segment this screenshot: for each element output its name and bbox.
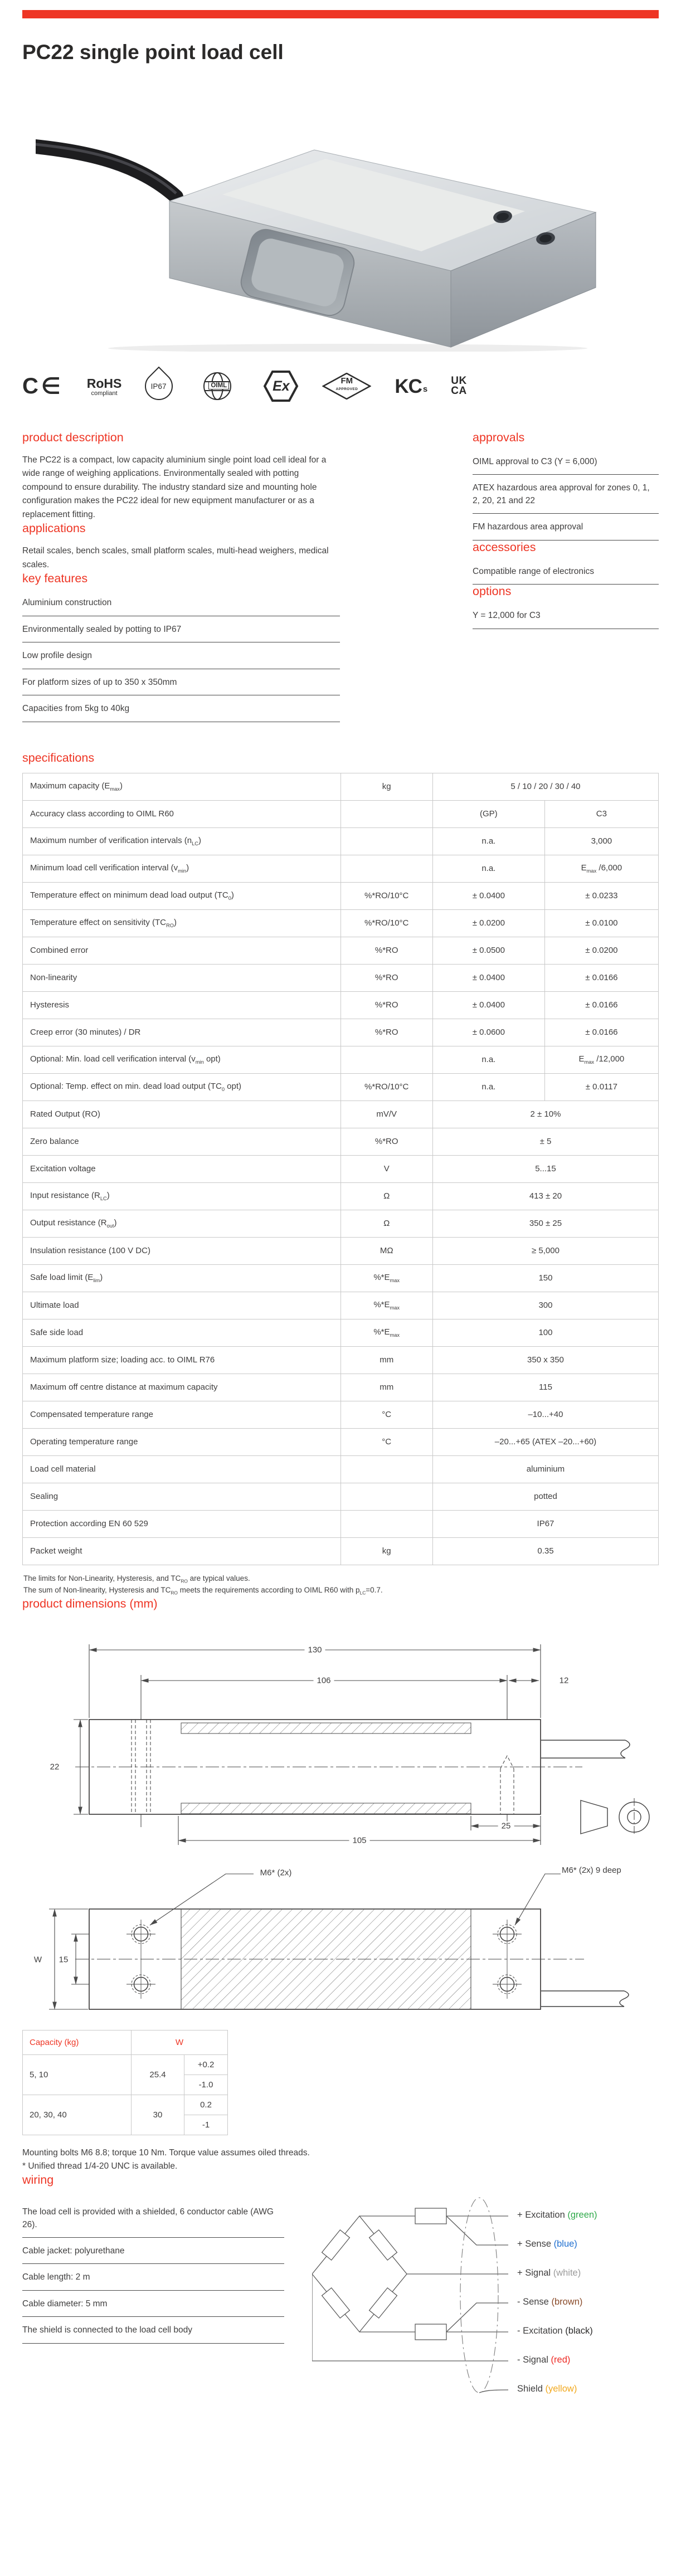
spec-parameter: Safe side load bbox=[23, 1319, 341, 1346]
spec-value-c3: 3,000 bbox=[544, 827, 658, 855]
mounting-note-1: Mounting bolts M6 8.8; torque 10 Nm. Torque value assumes oiled threads. bbox=[22, 2148, 310, 2158]
label-thread-right: M6* (2x) 9 deep bbox=[562, 1865, 628, 1876]
spec-value-gp: ± 0.0400 bbox=[432, 991, 544, 1019]
spec-unit bbox=[340, 1455, 432, 1483]
spec-unit: %*RO bbox=[340, 964, 432, 991]
product-photo bbox=[36, 129, 615, 352]
ce-mark-icon bbox=[22, 373, 64, 399]
capacity-row bbox=[23, 2095, 228, 2115]
spec-value: 5...15 bbox=[432, 1155, 658, 1182]
spec-row bbox=[23, 1483, 659, 1510]
section-heading-dimensions: product dimensions (mm) bbox=[22, 1597, 158, 1611]
width-cell: 25.4 bbox=[132, 2055, 184, 2095]
spec-unit: %*RO bbox=[340, 1128, 432, 1155]
spec-value: 5 / 10 / 20 / 30 / 40 bbox=[432, 773, 658, 800]
wiring-info-item: Cable diameter: 5 mm bbox=[22, 2291, 284, 2317]
spec-value-c3: ± 0.0166 bbox=[544, 991, 658, 1019]
spec-parameter: Protection according EN 60 529 bbox=[23, 1510, 341, 1537]
spec-value-c3: ± 0.0233 bbox=[544, 882, 658, 909]
wire-label bbox=[517, 2326, 593, 2336]
spec-value: ≥ 5,000 bbox=[432, 1237, 658, 1264]
left-column bbox=[22, 431, 340, 722]
spec-unit bbox=[340, 855, 432, 882]
wiring-info-list bbox=[22, 2199, 284, 2418]
width-cell: 30 bbox=[132, 2095, 184, 2135]
spec-unit bbox=[340, 1483, 432, 1510]
spec-value-c3: $E_{max}$ /12,000 bbox=[544, 1046, 658, 1073]
mounting-note-2: * Unified thread 1/4-20 UNC is available. bbox=[22, 2161, 178, 2171]
spec-parameter: Temperature effect on sensitivity $(TC_{RO})$ bbox=[23, 909, 341, 937]
capacity-cell: 5, 10 bbox=[23, 2055, 132, 2095]
page-title: PC22 single point load cell bbox=[22, 41, 284, 64]
oiml-globe-icon bbox=[196, 371, 240, 402]
spec-row bbox=[23, 1237, 659, 1264]
top-view-drawing bbox=[22, 1862, 659, 2023]
spec-unit bbox=[340, 827, 432, 855]
spec-parameter: Zero balance bbox=[23, 1128, 341, 1155]
side-view-drawing bbox=[22, 1622, 659, 1862]
approvals-list bbox=[473, 449, 659, 540]
spec-unit: %*RO/10°C bbox=[340, 882, 432, 909]
option-item: Y = 12,000 for C3 bbox=[473, 602, 659, 629]
spec-unit: %*RO bbox=[340, 937, 432, 964]
spec-row bbox=[23, 1100, 659, 1128]
side-view-svg bbox=[22, 1622, 659, 1862]
rohs-subtext: compliant bbox=[91, 389, 118, 397]
spec-row bbox=[23, 1046, 659, 1073]
wire-label bbox=[517, 2355, 570, 2365]
spec-parameter: Excitation voltage bbox=[23, 1155, 341, 1182]
spec-row bbox=[23, 964, 659, 991]
spec-parameter: Safe load limit $(E_{lim})$ bbox=[23, 1264, 341, 1292]
spec-value-c3: ± 0.0166 bbox=[544, 1019, 658, 1046]
spec-row bbox=[23, 1319, 659, 1346]
spec-unit: mm bbox=[340, 1374, 432, 1401]
certification-badges bbox=[22, 365, 659, 407]
spec-unit: V bbox=[340, 1155, 432, 1182]
wire-function: - Sense bbox=[517, 2297, 549, 2307]
spec-row bbox=[23, 991, 659, 1019]
spec-value: ± 5 bbox=[432, 1128, 658, 1155]
top-accent-bar bbox=[22, 10, 659, 18]
wire-function: - Signal bbox=[517, 2355, 548, 2365]
spec-value-gp: n.a. bbox=[432, 1073, 544, 1100]
oiml-text: OIML bbox=[208, 382, 229, 389]
spec-value-gp: n.a. bbox=[432, 855, 544, 882]
spec-value-c3: C3 bbox=[544, 800, 658, 827]
atex-ex-icon bbox=[263, 370, 299, 402]
wiring-info-item: The load cell is provided with a shielded, 6 conductor cable (AWG 26). bbox=[22, 2199, 284, 2238]
dim-width: W bbox=[33, 1955, 42, 1965]
spec-value: 350 ± 25 bbox=[432, 1210, 658, 1237]
fm-approved-text: APPROVED bbox=[335, 387, 358, 391]
wire-label bbox=[517, 2297, 582, 2307]
spec-value: IP67 bbox=[432, 1510, 658, 1537]
spec-parameter: Combined error bbox=[23, 937, 341, 964]
label-thread-left: M6* (2x) bbox=[257, 1868, 295, 1878]
spec-unit: $\%*E_{max}$ bbox=[340, 1264, 432, 1292]
spec-parameter: Load cell material bbox=[23, 1455, 341, 1483]
product-description-text: The PC22 is a compact, low capacity aluminium single point load cell ideal for a wide range of weighing applications. Environmentally sealed with potting compound to ensure durability. The industry standard size and mounting hole configuration makes the PC22 ideal for new equipment manufacturer or as a replacement fitting. bbox=[22, 455, 327, 519]
approval-item: ATEX hazardous area approval for zones 0, 1, 2, 20, 21 and 22 bbox=[473, 475, 659, 514]
spec-value: –20...+65 (ATEX –20...+60) bbox=[432, 1428, 658, 1455]
spec-unit bbox=[340, 800, 432, 827]
ukca-line1: UK bbox=[451, 374, 467, 387]
tolerance-upper: +0.2 bbox=[184, 2055, 228, 2075]
approval-item: OIML approval to C3 (Y = 6,000) bbox=[473, 449, 659, 475]
dim-overall-length: 130 bbox=[304, 1645, 325, 1655]
dim-hole-pitch: 15 bbox=[56, 1955, 72, 1965]
section-heading-accessories: accessories bbox=[473, 540, 536, 554]
ip67-text: IP67 bbox=[151, 382, 167, 391]
spec-row bbox=[23, 1073, 659, 1100]
dim-hole-span: 106 bbox=[313, 1676, 334, 1686]
spec-unit: Ω bbox=[340, 1210, 432, 1237]
spec-value-c3: ± 0.0100 bbox=[544, 909, 658, 937]
spec-value-gp: ± 0.0400 bbox=[432, 964, 544, 991]
spec-value-c3: $E_{max}$ /6,000 bbox=[544, 855, 658, 882]
spec-parameter: Temperature effect on minimum dead load output $(TC_0)$ bbox=[23, 882, 341, 909]
rohs-text: RoHS bbox=[86, 376, 122, 391]
spec-row bbox=[23, 1401, 659, 1428]
kc-mark-icon bbox=[395, 377, 427, 396]
spec-unit: kg bbox=[340, 1537, 432, 1565]
wire-label bbox=[517, 2239, 577, 2249]
hatch-top bbox=[181, 1723, 471, 1733]
spec-parameter: Ultimate load bbox=[23, 1292, 341, 1319]
spec-value: 115 bbox=[432, 1374, 658, 1401]
applications-text: Retail scales, bench scales, small platform scales, multi-head weighers, medical scales. bbox=[22, 546, 329, 569]
spec-row bbox=[23, 1292, 659, 1319]
spec-row bbox=[23, 1019, 659, 1046]
spec-row bbox=[23, 827, 659, 855]
spec-unit: mV/V bbox=[340, 1100, 432, 1128]
wire-label bbox=[517, 2210, 597, 2220]
spec-unit bbox=[340, 1510, 432, 1537]
capacity-width-table bbox=[22, 2030, 228, 2135]
spec-unit bbox=[340, 1046, 432, 1073]
spec-parameter: Maximum off centre distance at maximum capacity bbox=[23, 1374, 341, 1401]
wire-label bbox=[517, 2268, 581, 2278]
wire-color: (blue) bbox=[553, 2239, 577, 2249]
spec-row bbox=[23, 1455, 659, 1483]
wiring-info-item: Cable length: 2 m bbox=[22, 2264, 284, 2290]
fm-approved-icon bbox=[322, 373, 371, 400]
spec-unit: MΩ bbox=[340, 1237, 432, 1264]
projection-symbol bbox=[581, 1798, 649, 1836]
spec-parameter: Maximum capacity $(E_{max})$ bbox=[23, 773, 341, 800]
spec-parameter: Minimum load cell verification interval $(v_{min})$ bbox=[23, 855, 341, 882]
footnote-2: The sum of Non-linearity, Hysteresis and $TC_{RO}$ meets the requirements according to OIML R60 with $p_{LC}=0.7$. bbox=[23, 1586, 383, 1596]
wire-color: (green) bbox=[567, 2210, 597, 2220]
spec-row bbox=[23, 1182, 659, 1210]
bottom-spacer bbox=[22, 2418, 659, 2427]
droplet-shape bbox=[139, 367, 179, 406]
accessory-item: Compatible range of electronics bbox=[473, 558, 659, 585]
wire-color: (yellow) bbox=[545, 2384, 577, 2394]
spec-parameter: Packet weight bbox=[23, 1537, 341, 1565]
spec-value-c3: ± 0.0117 bbox=[544, 1073, 658, 1100]
spec-unit: $\%*E_{max}$ bbox=[340, 1319, 432, 1346]
spec-parameter: Output resistance $(R_{out})$ bbox=[23, 1210, 341, 1237]
wire-color: (black) bbox=[565, 2326, 593, 2336]
spec-unit: %*RO bbox=[340, 991, 432, 1019]
approval-item: FM hazardous area approval bbox=[473, 514, 659, 540]
tolerance-lower: -1 bbox=[184, 2115, 228, 2135]
spec-value: 0.35 bbox=[432, 1537, 658, 1565]
accessories-list bbox=[473, 558, 659, 585]
wiring-info-item: Cable jacket: polyurethane bbox=[22, 2238, 284, 2264]
spec-parameter: Creep error (30 minutes) / DR bbox=[23, 1019, 341, 1046]
spec-value: 100 bbox=[432, 1319, 658, 1346]
spec-value: 150 bbox=[432, 1264, 658, 1292]
spec-unit: °C bbox=[340, 1401, 432, 1428]
spec-value-gp: (GP) bbox=[432, 800, 544, 827]
spec-value-gp: n.a. bbox=[432, 827, 544, 855]
spec-value: 300 bbox=[432, 1292, 658, 1319]
cable-lines bbox=[541, 1740, 630, 1758]
spec-row bbox=[23, 1510, 659, 1537]
ukca-icon bbox=[451, 376, 466, 396]
spec-parameter: Maximum number of verification intervals $(n_{LC})$ bbox=[23, 827, 341, 855]
fm-text: FM bbox=[340, 376, 353, 386]
wire-function: + Excitation bbox=[517, 2210, 565, 2220]
spec-parameter: Maximum platform size; loading acc. to OIML R76 bbox=[23, 1346, 341, 1374]
spec-row bbox=[23, 1210, 659, 1237]
section-heading-product-description: product description bbox=[22, 431, 124, 444]
spec-parameter: Optional: Min. load cell verification interval ($v_{min}$ opt) bbox=[23, 1046, 341, 1073]
section-heading-specifications: specifications bbox=[22, 751, 95, 764]
wire-function: - Excitation bbox=[517, 2326, 563, 2336]
mounting-notes bbox=[22, 2146, 659, 2173]
spec-parameter: Optional: Temp. effect on min. dead load output ($TC_0$ opt) bbox=[23, 1073, 341, 1100]
wire-color: (white) bbox=[553, 2268, 581, 2278]
kc-s-text: s bbox=[422, 384, 428, 394]
spec-unit: %*RO/10°C bbox=[340, 1073, 432, 1100]
spec-value-gp: ± 0.0400 bbox=[432, 882, 544, 909]
feature-item: Environmentally sealed by potting to IP67 bbox=[22, 616, 340, 642]
dim-height: 22 bbox=[50, 1762, 60, 1772]
spec-unit: mm bbox=[340, 1346, 432, 1374]
spec-row bbox=[23, 1537, 659, 1565]
tolerance-upper: 0.2 bbox=[184, 2095, 228, 2115]
spec-row bbox=[23, 882, 659, 909]
spec-row bbox=[23, 909, 659, 937]
wiring-section bbox=[22, 2195, 659, 2418]
spec-row bbox=[23, 937, 659, 964]
width-column-header: W bbox=[132, 2030, 228, 2055]
section-heading-key-features: key features bbox=[22, 572, 88, 586]
section-heading-wiring: wiring bbox=[22, 2173, 54, 2187]
section-heading-options: options bbox=[473, 585, 512, 598]
spec-parameter: Sealing bbox=[23, 1483, 341, 1510]
description-columns bbox=[22, 431, 659, 722]
wiring-diagram bbox=[312, 2195, 658, 2418]
ip67-droplet-icon bbox=[145, 372, 173, 400]
spec-value: potted bbox=[432, 1483, 658, 1510]
spec-unit: °C bbox=[340, 1428, 432, 1455]
feature-item: Low profile design bbox=[22, 642, 340, 669]
spec-row bbox=[23, 1264, 659, 1292]
section-heading-applications: applications bbox=[22, 522, 86, 535]
dim-platform-length: 105 bbox=[349, 1836, 369, 1845]
rohs-icon bbox=[87, 376, 122, 397]
spec-value-gp: ± 0.0600 bbox=[432, 1019, 544, 1046]
spec-unit: kg bbox=[340, 773, 432, 800]
cable bbox=[36, 147, 176, 197]
spec-value-c3: ± 0.0200 bbox=[544, 937, 658, 964]
spec-value-c3: ± 0.0166 bbox=[544, 964, 658, 991]
section-heading-approvals: approvals bbox=[473, 431, 525, 444]
spec-value: –10...+40 bbox=[432, 1401, 658, 1428]
spec-parameter: Input resistance $(R_{LC})$ bbox=[23, 1182, 341, 1210]
dim-end-offset: 12 bbox=[559, 1676, 569, 1686]
feature-item: For platform sizes of up to 350 x 350mm bbox=[22, 669, 340, 695]
spec-parameter: Non-linearity bbox=[23, 964, 341, 991]
specifications-section bbox=[22, 751, 659, 1597]
spec-unit: $\%*E_{max}$ bbox=[340, 1292, 432, 1319]
wire-color: (red) bbox=[551, 2355, 571, 2365]
ex-text: Ex bbox=[273, 378, 290, 394]
spec-value: 2 ± 10% bbox=[432, 1100, 658, 1128]
feature-item: Aluminium construction bbox=[22, 590, 340, 616]
wire-color: (brown) bbox=[551, 2297, 583, 2307]
spec-parameter: Compensated temperature range bbox=[23, 1401, 341, 1428]
spec-parameter: Rated Output (RO) bbox=[23, 1100, 341, 1128]
spec-unit: %*RO bbox=[340, 1019, 432, 1046]
hatch-bottom bbox=[181, 1803, 471, 1814]
footnote-1: The limits for Non-Linearity, Hysteresis, and $TC_{RO}$ are typical values. bbox=[23, 1574, 250, 1584]
spec-row bbox=[23, 1346, 659, 1374]
wire-labels bbox=[312, 2195, 658, 2418]
spec-row bbox=[23, 1155, 659, 1182]
load-cell-render bbox=[36, 129, 615, 352]
spec-row bbox=[23, 800, 659, 827]
wire-function: Shield bbox=[517, 2384, 543, 2394]
spec-value: 413 ± 20 bbox=[432, 1182, 658, 1210]
spec-value-gp: ± 0.0200 bbox=[432, 909, 544, 937]
spec-unit: Ω bbox=[340, 1182, 432, 1210]
spec-value-gp: ± 0.0500 bbox=[432, 937, 544, 964]
capacity-column-header: Capacity (kg) bbox=[23, 2030, 132, 2055]
right-column bbox=[473, 431, 659, 722]
spec-value-gp: n.a. bbox=[432, 1046, 544, 1073]
feature-item: Capacities from 5kg to 40kg bbox=[22, 695, 340, 722]
spec-parameter: Accuracy class according to OIML R60 bbox=[23, 800, 341, 827]
spec-parameter: Insulation resistance (100 V DC) bbox=[23, 1237, 341, 1264]
tolerance-lower: -1.0 bbox=[184, 2075, 228, 2095]
capacity-row bbox=[23, 2055, 228, 2075]
spec-row bbox=[23, 1428, 659, 1455]
spec-footnotes bbox=[22, 1573, 659, 1597]
spec-unit: %*RO/10°C bbox=[340, 909, 432, 937]
wire-function: + Signal bbox=[517, 2268, 551, 2278]
wiring-info-item: The shield is connected to the load cell body bbox=[22, 2317, 284, 2343]
shadow bbox=[108, 344, 587, 352]
ce-text: C∈ bbox=[22, 374, 64, 398]
dim-hole-to-end: 25 bbox=[498, 1822, 514, 1831]
key-features-list bbox=[22, 590, 340, 722]
spec-value: aluminium bbox=[432, 1455, 658, 1483]
spec-row bbox=[23, 1128, 659, 1155]
cable-lines bbox=[541, 1991, 629, 2007]
kc-text: KC bbox=[395, 375, 422, 397]
wire-label bbox=[517, 2384, 577, 2394]
wire-function: + Sense bbox=[517, 2239, 552, 2249]
ukca-line2: CA bbox=[451, 385, 467, 397]
spec-row bbox=[23, 773, 659, 800]
spec-parameter: Hysteresis bbox=[23, 991, 341, 1019]
options-list bbox=[473, 602, 659, 629]
capacity-cell: 20, 30, 40 bbox=[23, 2095, 132, 2135]
top-view-svg bbox=[22, 1862, 659, 2023]
datasheet-page bbox=[0, 10, 681, 2427]
spec-row bbox=[23, 1374, 659, 1401]
spec-parameter: Operating temperature range bbox=[23, 1428, 341, 1455]
spec-row bbox=[23, 855, 659, 882]
specifications-table bbox=[22, 773, 659, 1565]
spec-value: 350 x 350 bbox=[432, 1346, 658, 1374]
